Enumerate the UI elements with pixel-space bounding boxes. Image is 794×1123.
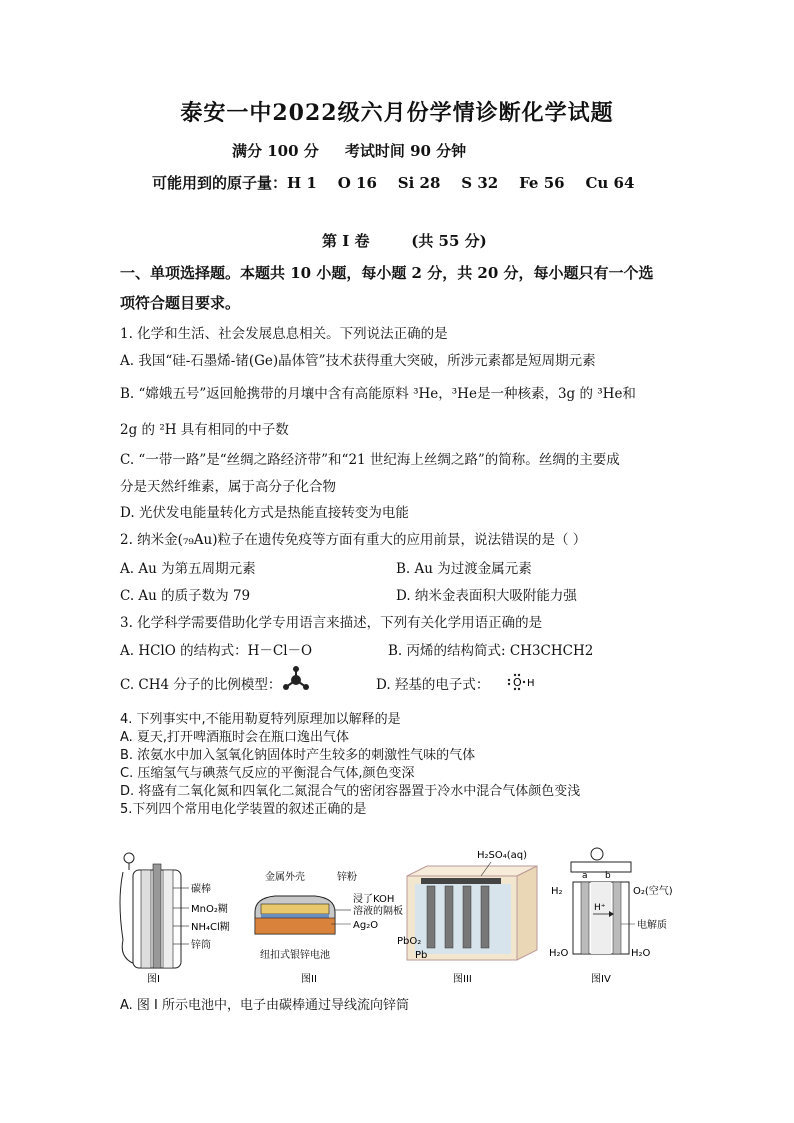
q2-option-d: D. 纳米金表面积大吸附能力强 bbox=[396, 588, 577, 604]
q1-option-c-line2: 分是天然纤维素，属于高分子化合物 bbox=[120, 479, 336, 495]
fig1-label-nh4cl: NH₄Cl糊 bbox=[191, 922, 230, 933]
svg-text:O: O bbox=[513, 676, 522, 689]
fig1-label-rod: 碳棒 bbox=[191, 884, 211, 895]
fig4-label-h2o-right: H₂O bbox=[631, 948, 651, 959]
hydroxyl-electron-image bbox=[505, 672, 533, 692]
fig1-label-mno2: MnO₂糊 bbox=[191, 904, 228, 915]
q3-option-d: D. 羟基的电子式： bbox=[376, 677, 490, 693]
fig3-label-pb: Pb bbox=[415, 950, 428, 961]
fig4-label-a: a bbox=[582, 871, 588, 881]
q3-option-c: C. CH4 分子的比例模型： bbox=[120, 677, 282, 693]
electrochemical-figures bbox=[115, 840, 685, 990]
q1-option-c-line1: C. “一带一路”是“丝绸之路经济带”和“21 世纪海上丝绸之路”的简称。丝绸的主要成 bbox=[120, 452, 620, 468]
figure-3-lead-acid bbox=[397, 850, 537, 985]
q4-option-a: A. 夏天,打开啤酒瓶时会在瓶口逸出气体 bbox=[120, 730, 350, 745]
exam-title: 泰安一中2022级六月份学情诊断化学试题 bbox=[180, 100, 614, 126]
figure-2-button-cell bbox=[255, 870, 403, 985]
fig1-caption: 图I bbox=[147, 974, 160, 985]
fig2-label-zinc-powder: 锌粉 bbox=[337, 872, 357, 883]
svg-text:H: H bbox=[527, 678, 535, 689]
fig2-label-koh: 浸了KOH bbox=[353, 894, 395, 905]
q2-option-a: A. Au 为第五周期元素 bbox=[120, 561, 256, 577]
fig4-label-hplus: H⁺ bbox=[594, 903, 606, 913]
fig4-caption: 图IV bbox=[591, 974, 611, 985]
q5-option-a: A. 图 I 所示电池中，电子由碳棒通过导线流向锌筒 bbox=[120, 998, 410, 1013]
figure-4-fuel-cell bbox=[549, 848, 673, 985]
q4-option-b: B. 浓氨水中加入氢氧化钠固体时产生较多的刺激性气味的气体 bbox=[120, 748, 476, 763]
volume-heading: 第 I 卷 (共 55 分) bbox=[322, 232, 487, 250]
fig2-label-shell: 金属外壳 bbox=[265, 872, 305, 883]
fig4-label-electrolyte: 电解质 bbox=[637, 920, 667, 931]
atomic-masses: 可能用到的原子量：H 1 O 16 Si 28 S 32 Fe 56 Cu 64 bbox=[152, 174, 635, 192]
fig4-label-h2o-left: H₂O bbox=[549, 948, 569, 959]
q4-option-c: C. 压缩氢气与碘蒸气反应的平衡混合气体,颜色变深 bbox=[120, 766, 415, 781]
q2-option-c: C. Au 的质子数为 79 bbox=[120, 588, 251, 604]
q2-stem: 2. 纳米金(₇₉Au)粒子在遗传免疫等方面有重大的应用前景，说法错误的是（ ） bbox=[120, 532, 587, 548]
section-instruction-1: 一、单项选择题。本题共 10 小题，每小题 2 分，共 20 分，每小题只有一个选 bbox=[120, 264, 654, 282]
q4-option-d: D. 将盛有二氧化氮和四氧化二氮混合气的密闭容器置于冷水中混合气体颜色变浅 bbox=[120, 784, 581, 799]
methane-model-image bbox=[282, 665, 310, 693]
fig1-label-zinc: 锌筒 bbox=[191, 940, 211, 951]
fig3-label-acid: H₂SO₄(aq) bbox=[477, 850, 528, 861]
q3-option-a: A. HClO 的结构式：H－Cl－O bbox=[120, 643, 313, 659]
q4-stem: 4. 下列事实中,不能用勒夏特列原理加以解释的是 bbox=[120, 712, 401, 727]
q1-stem: 1. 化学和生活、社会发展息息相关。下列说法正确的是 bbox=[120, 326, 448, 342]
fig2-label-ag2o: Ag₂O bbox=[353, 920, 379, 931]
fig4-label-o2: O₂(空气) bbox=[633, 886, 673, 897]
q1-option-b-line2: 2g 的 ²H 具有相同的中子数 bbox=[120, 422, 289, 438]
fig4-label-b: b bbox=[605, 871, 611, 881]
q2-option-b: B. Au 为过渡金属元素 bbox=[396, 561, 532, 577]
q1-option-d: D. 光伏发电能量转化方式是热能直接转变为电能 bbox=[120, 505, 409, 521]
q3-stem: 3. 化学科学需要借助化学专用语言来描述，下列有关化学用语正确的是 bbox=[120, 615, 543, 631]
score-time: 满分 100 分 考试时间 90 分钟 bbox=[232, 142, 467, 160]
section-instruction-2: 项符合题目要求。 bbox=[120, 294, 241, 312]
fig2-caption: 图II bbox=[301, 974, 317, 985]
q5-stem: 5.下列四个常用电化学装置的叙述正确的是 bbox=[120, 802, 367, 817]
fig4-label-h2: H₂ bbox=[551, 886, 563, 897]
fig3-label-pbo2: PbO₂ bbox=[397, 936, 422, 947]
q3-option-b: B. 丙烯的结构简式: CH3CHCH2 bbox=[388, 643, 594, 659]
fig2-subcaption: 纽扣式银锌电池 bbox=[260, 950, 330, 961]
fig2-label-separator: 溶液的隔板 bbox=[353, 906, 403, 917]
fig3-caption: 图III bbox=[453, 974, 472, 985]
figure-1-dry-cell bbox=[120, 853, 230, 985]
q1-option-b-line1: B. “嫦娥五号”返回舱携带的月壤中含有高能原料 ³He，³He是一种核素，3g 的 ³He和 bbox=[120, 386, 636, 402]
q1-option-a: A. 我国“硅-石墨烯-锗(Ge)晶体管”技术获得重大突破，所涉元素都是短周期元素 bbox=[120, 353, 596, 369]
